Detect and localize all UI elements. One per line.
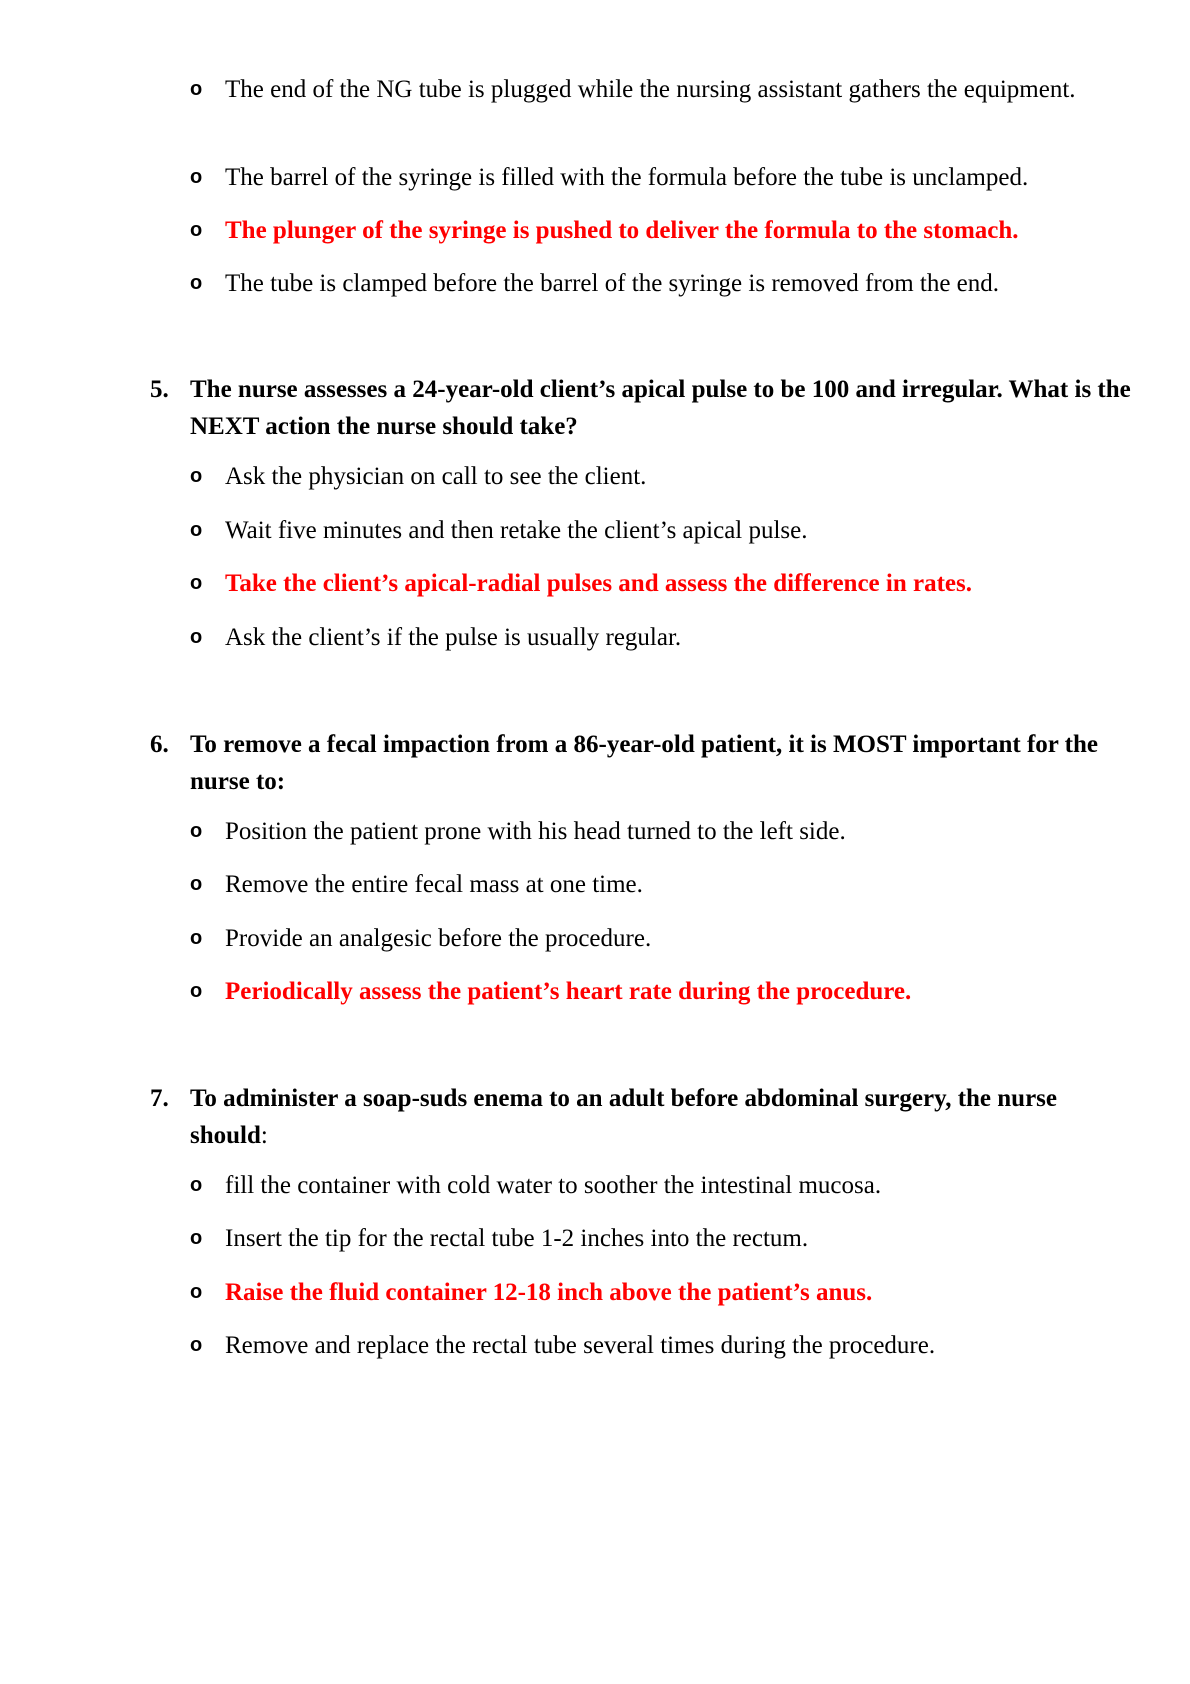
bullet-icon: o: [190, 1334, 203, 1356]
option-text: Ask the client’s if the pulse is usually regular.: [225, 624, 682, 651]
option-text: Periodically assess the patient’s heart rate during the procedure.: [225, 978, 912, 1005]
question-6: [150, 726, 1140, 800]
q5-option-2: [190, 512, 1150, 549]
bullet-icon: o: [190, 572, 203, 594]
option-text: Wait five minutes and then retake the client’s apical pulse.: [225, 517, 808, 544]
option-text: Remove and replace the rectal tube several times during the procedure.: [225, 1332, 936, 1359]
bullet-icon: o: [190, 873, 203, 895]
q7-option-4: [190, 1327, 1150, 1364]
q4-option-1: [190, 71, 1150, 108]
question-number: 6.: [150, 731, 169, 758]
bullet-icon: o: [190, 219, 203, 241]
option-text: The barrel of the syringe is filled with the formula before the tube is unclamped.: [225, 164, 1029, 191]
bullet-icon: o: [190, 820, 203, 842]
q7-option-2: [190, 1220, 1150, 1257]
option-text: The plunger of the syringe is pushed to deliver the formula to the stomach.: [225, 217, 1019, 244]
bullet-icon: o: [190, 626, 203, 648]
question-text: To administer a soap-suds enema to an adult before abdominal surgery, the nurse should: [190, 1085, 1057, 1149]
option-text: Remove the entire fecal mass at one time.: [225, 871, 643, 898]
question-number: 5.: [150, 376, 169, 403]
option-text: Raise the fluid container 12-18 inch above the patient’s anus.: [225, 1279, 873, 1306]
question-suffix: :: [260, 1122, 268, 1149]
question-text: To remove a fecal impaction from a 86-year-old patient, it is MOST important for the nurse to:: [190, 731, 1098, 795]
bullet-icon: o: [190, 980, 203, 1002]
question-text-wrap: [190, 1080, 1140, 1154]
bullet-icon: o: [190, 78, 203, 100]
bullet-icon: o: [190, 272, 203, 294]
option-text: The tube is clamped before the barrel of the syringe is removed from the end.: [225, 270, 1000, 297]
q4-option-3-correct: [190, 212, 1150, 249]
option-text: Ask the physician on call to see the client.: [225, 463, 647, 490]
option-text: Insert the tip for the rectal tube 1-2 inches into the rectum.: [225, 1225, 809, 1252]
q6-option-1: [190, 813, 1150, 850]
bullet-icon: o: [190, 1174, 203, 1196]
question-text: The nurse assesses a 24-year-old client’s apical pulse to be 100 and irregular. What is the NEXT action the nurse should take?: [190, 376, 1131, 440]
bullet-icon: o: [190, 927, 203, 949]
option-text: The end of the NG tube is plugged while the nursing assistant gathers the equipment.: [225, 76, 1076, 103]
option-text: fill the container with cold water to soother the intestinal mucosa.: [225, 1172, 882, 1199]
q5-option-4: [190, 619, 1150, 656]
bullet-icon: o: [190, 1281, 203, 1303]
bullet-icon: o: [190, 1227, 203, 1249]
bullet-icon: o: [190, 519, 203, 541]
q7-option-3-correct: [190, 1274, 1150, 1311]
option-text: Provide an analgesic before the procedure.: [225, 925, 652, 952]
question-number: 7.: [150, 1085, 169, 1112]
q7-option-1: [190, 1167, 1150, 1204]
bullet-icon: o: [190, 166, 203, 188]
option-text: Take the client’s apical-radial pulses and assess the difference in rates.: [225, 570, 972, 597]
question-5: [150, 371, 1140, 445]
bullet-icon: o: [190, 465, 203, 487]
q4-option-4: [190, 265, 1150, 302]
q6-option-4-correct: [190, 973, 1150, 1010]
q5-option-3-correct: [190, 565, 1150, 602]
q5-option-1: [190, 458, 1150, 495]
q6-option-2: [190, 866, 1150, 903]
q6-option-3: [190, 920, 1150, 957]
question-7: [150, 1080, 1140, 1154]
q4-option-2: [190, 159, 1150, 196]
option-text: Position the patient prone with his head turned to the left side.: [225, 818, 846, 845]
